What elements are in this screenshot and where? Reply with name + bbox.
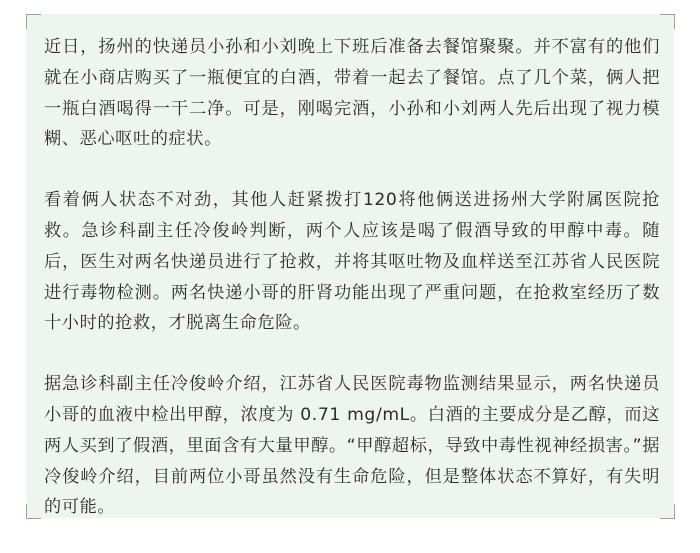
corner-mark-bottom-right xyxy=(660,504,675,519)
corner-mark-bottom-left xyxy=(26,504,41,519)
paragraph-1: 近日，扬州的快递员小孙和小刘晚上下班后准备去餐馆聚聚。并不富有的他们就在小商店购买了一瓶便宜的白酒，带着一起去了餐馆。点了几个菜，俩人把一瓶白酒喝得一干二净。可是，刚喝完酒，小孙和小刘两人先后出现了视力模糊、恶心呕吐的症状。 xyxy=(44,37,660,150)
paragraph-3: 据急诊科副主任冷俊岭介绍，江苏省人民医院毒物监测结果显示，两名快递员小哥的血液中检出甲醇，浓度为 0.71 mg/mL。白酒的主要成分是乙醇，而这两人买到了假酒，里面含有大量甲醇。“甲醇超标，导致中毒性视神经损害。”据冷俊岭介绍，目前两位小哥虽然没有生命危险，但是整体状态不算好，有失明的可能。 xyxy=(44,374,660,518)
paragraph-2: 看着俩人状态不对劲，其他人赶紧拨打120将他俩送进扬州大学附属医院抢救。急诊科副主任冷俊岭判断，两个人应该是喝了假酒导致的甲醇中毒。随后，医生对两名快递员进行了抢救，并将其呕吐物及血样送至江苏省人民医院进行毒物检测。两名快递小哥的肝肾功能出现了严重问题，在抢救室经历了数十小时的抢救，才脱离生命危险。 xyxy=(44,190,660,334)
corner-mark-top-right xyxy=(660,14,675,29)
corner-mark-top-left xyxy=(26,14,41,29)
article-body xyxy=(44,32,660,553)
